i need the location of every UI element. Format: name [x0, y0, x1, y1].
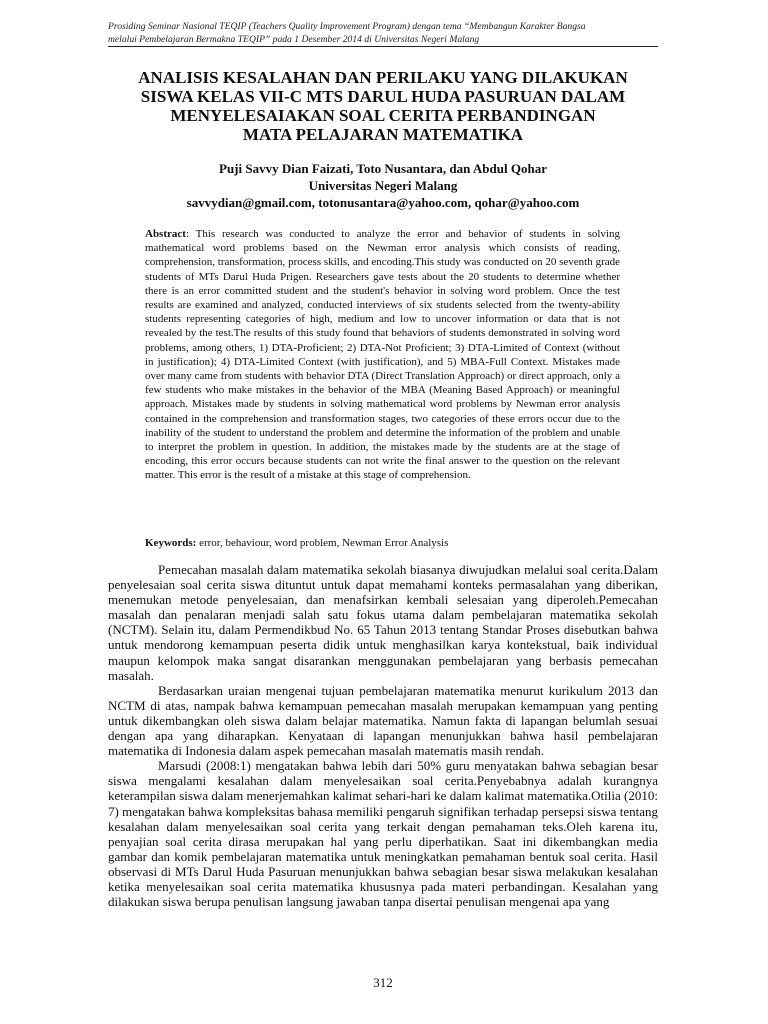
running-header-line-2: melalui Pembelajaran Bermakna TEQIP” pada 1 Desember 2014 di Universitas Negeri Malang: [108, 34, 480, 45]
running-header: [108, 20, 658, 46]
title-line: ANALISIS KESALAHAN DAN PERILAKU YANG DILAKUKAN: [138, 68, 628, 87]
abstract-label: Abstract: [145, 228, 186, 240]
body-paragraph: Pemecahan masalah dalam matematika sekolah biasanya diwujudkan melalui soal cerita.Dalam penyelesaian soal cerita siswa dituntut untuk dapat memahami konteks permasalahan yang diberikan, menemukan metode penyelesaian, dan menafsirkan kembali selesaian yang diperoleh.Pemecahan masalah dan penalaran menjadi salah satu fokus utama dalam pembelajaran matematika sekolah (NCTM). Selain itu, dalam Permendikbud No. 65 Tahun 2013 tentang Standar Proses disebutkan bahwa untuk mendorong kemampuan peserta didik untuk menghasilkan karya kontekstual, baik individual maupun kelompok maka sangat disarankan menggunakan pembelajaran yang berbasis pemecahan masalah.: [108, 562, 658, 683]
keywords: [145, 536, 620, 550]
paper-title: [108, 68, 658, 144]
keywords-text: error, behaviour, word problem, Newman Error Analysis: [196, 537, 449, 549]
page-number: 312: [373, 975, 393, 990]
body-text: [108, 562, 658, 909]
title-line: MATA PELAJARAN MATEMATIKA: [242, 125, 524, 144]
running-header-line-1: Prosiding Seminar Nasional TEQIP (Teachers Quality Improvement Program) dengan tema “Membangun Karakter Bangsa: [108, 21, 586, 32]
header-divider: [108, 46, 658, 47]
body-paragraph: Marsudi (2008:1) mengatakan bahwa lebih dari 50% guru menyatakan bahwa sebagian besar siswa mengalami kesalahan dalam menyelesaikan soal cerita.Penyebabnya adalah kurangnya keterampilan siswa dalam menerjemahkan kalimat sehari-hari ke dalam kalimat matematika.Otilia (2010: 7) mengatakan bahwa kompleksitas bahasa memiliki pengaruh signifikan terhadap persepsi siswa tentang kesalahan dalam menyelesaikan soal cerita yang terkait dengan pemahaman teks.Oleh karena itu, penyajian soal cerita dirasa merupakan hal yang perlu diperhatikan. Saat ini dikembangkan media gambar dan komik pembelajaran matematika untuk meningkatkan pemahaman bentuk soal cerita. Hasil observasi di MTs Darul Huda Pasuruan menunjukkan bahwa sebagian besar siswa melakukan kesalahan ketika menyelesaikan soal cerita matematika khususnya pada materi perbandingan. Kesalahan yang dilakukan siswa berupa penulisan langsung jawaban tanpa disertai penulisan mengenai apa yang: [108, 758, 658, 910]
author-names: Puji Savvy Dian Faizati, Toto Nusantara, dan Abdul Qohar: [219, 161, 547, 176]
abstract-text: : This research was conducted to analyze the error and behavior of students in solving mathematical word problems based on the Newman error analysis which consists of reading, comprehension, transformation, process skills, and encoding.This study was conducted on 20 seventh grade students of MTs Darul Huda Prigen. Researchers gave tests about the 20 students to determine whether there is an error committed student and the student's behavior in solving word problem. Once the test results are examined and analyzed, conducted interviews of six students selected from the twenty-ability students representing categories of high, medium and low to uncover information or data that is not revealed by the test.The results of this study found that behaviors of students demonstrated in solving word problems, among others, 1) DTA-Proficient; 2) DTA-Not Proficient; 3) DTA-Limited of Context (without in justification); 4) DTA-Limited Context (with justification), and 5) MBA-Full Context. Mistakes made over many came from students with behavior DTA (Direct Translation Approach) or direct approach, only a few students who make mistakes in the behavior of the MBA (Meaning Based Approach) or meaningful approach. Mistakes made by students in solving mathematical word problems by Newman error analysis contained in the comprehension and transformation stages, two categories of these errors occur due to the inability of the student to understand the problem and determine the information of the problem and unable to interpret the problem in question. In addition, the mistakes made by the students are at the stage of encoding, this error occurs because students can not write the final answer to the question on the relevant matter. This error is the result of a mistake at this stage of comprehension.: [145, 228, 620, 482]
affiliation: Universitas Negeri Malang: [308, 178, 458, 193]
author-emails: savvydian@gmail.com, totonusantara@yahoo.com, qohar@yahoo.com: [186, 195, 580, 210]
abstract: [145, 227, 620, 483]
title-line: SISWA KELAS VII-C MTS DARUL HUDA PASURUAN DALAM: [140, 87, 626, 106]
author-block: [108, 160, 658, 211]
title-line: MENYELESAIAKAN SOAL CERITA PERBANDINGAN: [170, 106, 596, 125]
keywords-label: Keywords:: [145, 537, 197, 549]
body-paragraph: Berdasarkan uraian mengenai tujuan pembelajaran matematika menurut kurikulum 2013 dan NCTM di atas, nampak bahwa kemampuan pemecahan masalah merupakan kemampuan yang penting untuk dikembangkan oleh siswa dalam belajar matematika. Namun fakta di lapangan belumlah sesuai dengan apa yang diharapkan. Kenyataan di lapangan menunjukkan bahwa hasil pembelajaran matematika di Indonesia dalam aspek pemecahan masalah matematis masih rendah.: [108, 682, 658, 759]
